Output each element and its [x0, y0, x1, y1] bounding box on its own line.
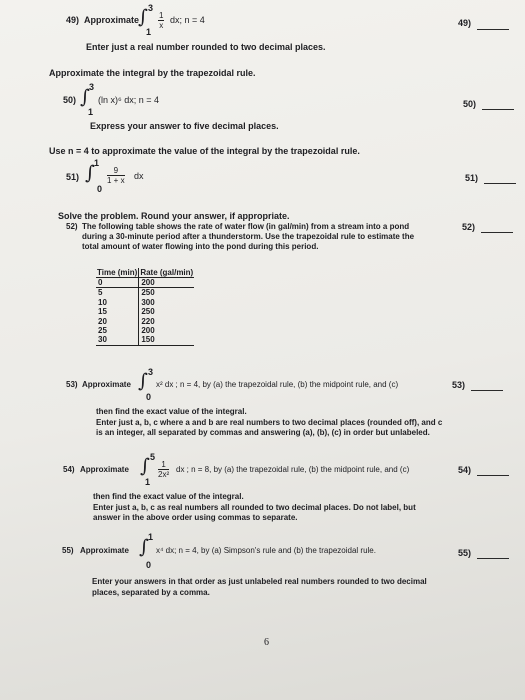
- table-row: [96, 288, 194, 298]
- answer-blank-54[interactable]: [477, 475, 509, 476]
- problem-54-line-1: then find the exact value of the integral.: [93, 492, 244, 501]
- section-heading-trapezoidal: Approximate the integral by the trapezoidal rule.: [49, 68, 256, 78]
- problem-50-upper-limit: 3: [89, 82, 95, 92]
- table-header-rate: Rate (gal/min): [140, 268, 194, 277]
- problem-55-integrand: x⁴ dx; n = 4, by (a) Simpson's rule and (b) the trapezoidal rule.: [156, 546, 376, 555]
- problem-53-integrand: x² dx ; n = 4, by (a) the trapezoidal rule, (b) the midpoint rule, and (c): [156, 380, 399, 389]
- table-cell-time: 0: [96, 278, 139, 288]
- water-flow-table: [96, 268, 194, 346]
- problem-55-upper-limit: 1: [148, 532, 154, 542]
- problem-52-line-3: total amount of water flowing into the pond during this period.: [82, 242, 319, 251]
- problem-54-tail: dx ; n = 8, by (a) the trapezoidal rule, (b) the midpoint rule, and (c): [176, 465, 410, 474]
- problem-54-number: 54): [63, 465, 75, 474]
- table-cell-rate: 200: [139, 278, 194, 288]
- problem-55-line-1: Enter your answers in that order as just unlabeled real numbers rounded to two decimal: [92, 577, 427, 586]
- answer-label-49: 49): [458, 18, 472, 28]
- problem-54-fraction: [158, 460, 169, 479]
- answer-blank-50[interactable]: [482, 109, 514, 110]
- problem-49-frac-den: x: [159, 21, 164, 30]
- table-row: [96, 335, 194, 345]
- problem-53-line-2: Enter just a, b, c where a and b are real numbers to two decimal places (rounded off), and c: [96, 418, 443, 427]
- problem-51-lower-limit: 0: [97, 184, 103, 194]
- problem-54-frac-num: 1: [158, 460, 169, 470]
- table-row: [96, 278, 194, 288]
- problem-53-label: Approximate: [82, 380, 131, 389]
- problem-51-fraction: [107, 166, 125, 185]
- problem-53-line-1: then find the exact value of the integral.: [96, 407, 247, 416]
- table-cell-time: 20: [98, 316, 107, 326]
- problem-54-line-3: answer in the above order using commas to separate.: [93, 513, 298, 522]
- table-cell-rate: 200: [139, 326, 194, 335]
- answer-blank-51[interactable]: [484, 183, 516, 184]
- answer-blank-52[interactable]: [481, 232, 513, 233]
- table-cell-time: 5: [98, 288, 103, 298]
- table-cell-time: 15: [98, 307, 107, 317]
- table-row: [96, 307, 194, 316]
- problem-53-lower-limit: 0: [146, 392, 152, 402]
- problem-49-lower-limit: 1: [146, 27, 152, 37]
- answer-label-50: 50): [463, 99, 477, 109]
- problem-50-lower-limit: 1: [88, 107, 94, 117]
- problem-54-lower-limit: 1: [145, 477, 151, 487]
- problem-49-label: Approximate: [84, 15, 140, 25]
- table-cell-rate: 220: [139, 317, 194, 326]
- table-header-time: Time (min): [97, 268, 138, 277]
- section-heading-n4: Use n = 4 to approximate the value of the integral by the trapezoidal rule.: [49, 146, 360, 156]
- problem-49-tail: dx; n = 4: [170, 15, 205, 25]
- problem-52-line-2: during a 30-minute period after a thunderstorm. Use the trapezoidal rule to estimate the: [82, 232, 415, 241]
- problem-50-number: 50): [63, 95, 77, 105]
- answer-blank-55[interactable]: [477, 558, 509, 559]
- problem-53-line-3: is an integer, all separated by commas and answering (a), (b), (c) in order but unlabeled.: [96, 428, 430, 437]
- answer-blank-49[interactable]: [477, 29, 509, 30]
- problem-53-number: 53): [66, 380, 78, 389]
- problem-51-upper-limit: 1: [94, 158, 100, 168]
- answer-label-51: 51): [465, 173, 479, 183]
- table-cell-rate: 250: [139, 307, 194, 316]
- problem-50-instruction: Express your answer to five decimal places.: [90, 121, 279, 131]
- table-cell-time: 10: [98, 297, 107, 307]
- table-cell-rate: 300: [139, 298, 194, 307]
- problem-49-instruction: Enter just a real number rounded to two decimal places.: [86, 42, 326, 52]
- answer-label-53: 53): [452, 380, 466, 390]
- page-number: 6: [264, 637, 269, 648]
- table-cell-time: 30: [96, 335, 139, 345]
- problem-51-frac-num: 9: [107, 166, 125, 176]
- problem-55-number: 55): [62, 546, 74, 555]
- table-cell-rate: 150: [139, 335, 194, 345]
- integral-sign-icon: ∫: [80, 86, 90, 108]
- integral-sign-icon: ∫: [85, 162, 95, 184]
- problem-55-label: Approximate: [80, 546, 129, 555]
- problem-54-line-2: Enter just a, b, c as real numbers all rounded to two decimal places. Do not label, but: [93, 503, 416, 512]
- answer-blank-53[interactable]: [471, 390, 503, 391]
- problem-49-frac-num: 1: [159, 11, 164, 20]
- table-cell-time: 25: [98, 326, 107, 336]
- problem-52-line-1: The following table shows the rate of water flow (in gal/min) from a stream into a pond: [82, 222, 410, 231]
- table-row: [96, 298, 194, 307]
- problem-55-line-2: places, separated by a comma.: [92, 588, 210, 597]
- problem-49-upper-limit: 3: [148, 3, 154, 13]
- problem-49-fraction: [158, 11, 164, 30]
- answer-label-54: 54): [458, 465, 472, 475]
- problem-55-lower-limit: 0: [146, 560, 152, 570]
- answer-label-52: 52): [462, 222, 476, 232]
- problem-54-upper-limit: 5: [150, 452, 156, 462]
- integral-sign-icon: ∫: [139, 536, 149, 558]
- table-row: [96, 317, 194, 326]
- section-heading-solve: Solve the problem. Round your answer, if appropriate.: [58, 211, 290, 221]
- table-row: [96, 326, 194, 335]
- problem-54-label: Approximate: [80, 465, 129, 474]
- problem-54-frac-den: 2x²: [158, 470, 170, 479]
- problem-52-number: 52): [66, 222, 78, 231]
- table-header-row: [96, 268, 194, 278]
- table-cell-rate: 250: [139, 288, 194, 298]
- problem-53-upper-limit: 3: [148, 367, 154, 377]
- integral-sign-icon: ∫: [138, 6, 148, 28]
- problem-51-frac-den: 1 + x: [107, 176, 125, 185]
- integral-sign-icon: ∫: [140, 455, 150, 477]
- problem-51-tail: dx: [134, 171, 144, 181]
- problem-49-number: 49): [66, 15, 80, 25]
- answer-label-55: 55): [458, 548, 472, 558]
- problem-50-integrand: (ln x)⁶ dx; n = 4: [98, 95, 159, 105]
- problem-51-number: 51): [66, 172, 80, 182]
- integral-sign-icon: ∫: [138, 370, 148, 392]
